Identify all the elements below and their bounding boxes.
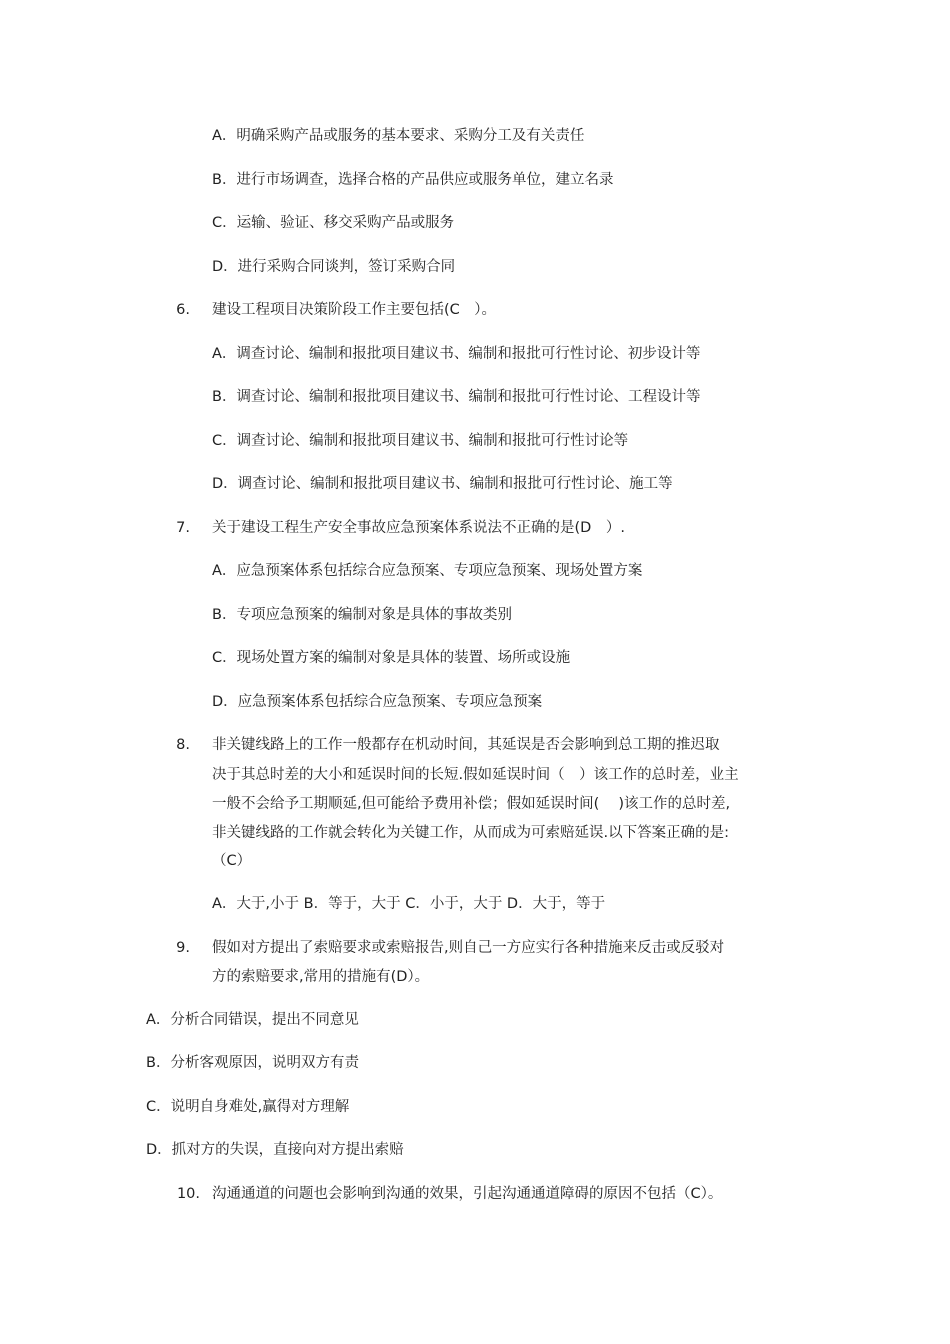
q6-text: 建设工程项目决策阶段工作主要包括(C ）。 <box>212 302 497 318</box>
q8-line-3: 一般不会给予工期顺延,但可能给予费用补偿；假如延误时间( )该工作的总时差, <box>212 796 731 812</box>
q10-text: 沟通通道的问题也会影响到沟通的效果，引起沟通通道障碍的原因不包括（C）。 <box>212 1186 723 1202</box>
q6-number: 6. <box>176 302 190 318</box>
q9-option-a: A．分析合同错误，提出不同意见 <box>146 1012 359 1028</box>
q5-option-b: B．进行市场调查，选择合格的产品供应或服务单位，建立名录 <box>212 172 614 188</box>
q7-option-c: C．现场处置方案的编制对象是具体的装置、场所或设施 <box>212 650 571 666</box>
q6-option-b: B．调查讨论、编制和报批项目建议书、编制和报批可行性讨论、工程设计等 <box>212 389 701 405</box>
q9-line-2: 方的索赔要求,常用的措施有(D）。 <box>212 969 430 985</box>
q8-options: A．大于,小于 B．等于，大于 C．小于，大于 D．大于，等于 <box>212 896 606 912</box>
q8-line-1: 非关键线路上的工作一般都存在机动时间，其延误是否会影响到总工期的推迟取 <box>212 737 720 753</box>
q5-option-d: D．进行采购合同谈判，签订采购合同 <box>212 259 456 275</box>
q7-number: 7. <box>176 520 190 536</box>
q10-number: 10. <box>176 1186 200 1202</box>
q5-option-a: A．明确采购产品或服务的基本要求、采购分工及有关责任 <box>212 128 585 144</box>
q8-answer: （C） <box>212 853 252 869</box>
q9-option-c: C．说明自身难处,赢得对方理解 <box>146 1099 350 1115</box>
q8-line-2: 决于其总时差的大小和延误时间的长短.假如延误时间（ ）该工作的总时差，业主 <box>212 767 739 783</box>
q8-line-4: 非关键线路的工作就会转化为关键工作，从而成为可索赔延误.以下答案正确的是: <box>212 825 729 841</box>
q7-option-b: B．专项应急预案的编制对象是具体的事故类别 <box>212 607 512 623</box>
q6-option-d: D．调查讨论、编制和报批项目建议书、编制和报批可行性讨论、施工等 <box>212 476 673 492</box>
q9-number: 9. <box>176 940 190 956</box>
q7-option-a: A．应急预案体系包括综合应急预案、专项应急预案、现场处置方案 <box>212 563 643 579</box>
q9-option-b: B．分析客观原因，说明双方有责 <box>146 1055 359 1071</box>
q6-option-c: C．调查讨论、编制和报批项目建议书、编制和报批可行性讨论等 <box>212 433 629 449</box>
q5-option-c: C．运输、验证、移交采购产品或服务 <box>212 215 455 231</box>
q7-option-d: D．应急预案体系包括综合应急预案、专项应急预案 <box>212 694 543 710</box>
q9-option-d: D．抓对方的失误，直接向对方提出索赔 <box>146 1142 404 1158</box>
q7-text: 关于建设工程生产安全事故应急预案体系说法不正确的是(D ）. <box>212 520 625 536</box>
q8-number: 8. <box>176 737 190 753</box>
q6-option-a: A．调查讨论、编制和报批项目建议书、编制和报批可行性讨论、初步设计等 <box>212 346 701 362</box>
q9-line-1: 假如对方提出了索赔要求或索赔报告,则自己一方应实行各种措施来反击或反驳对 <box>212 940 725 956</box>
